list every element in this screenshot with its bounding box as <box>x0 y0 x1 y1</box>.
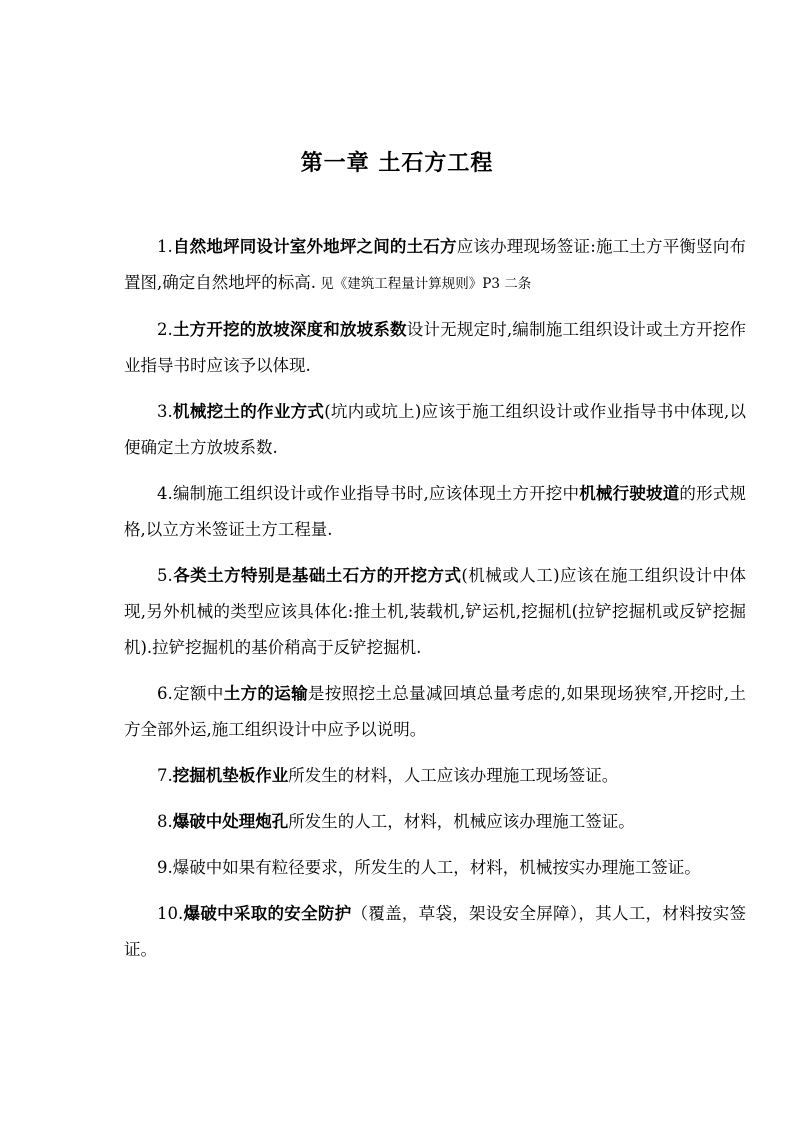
paragraph-9 <box>124 850 746 886</box>
paragraph-7 <box>124 758 746 794</box>
key-term: 自然地坪同设计室外地坪之间的土石方 <box>172 237 457 256</box>
chapter-title: 第一章 土石方工程 <box>300 150 494 176</box>
paragraph-text: 的形式规格,以立方米签证土方工程量. <box>124 484 747 539</box>
paragraph-text: 所发生的人工，材料，机械应该办理施工签证。 <box>288 812 635 831</box>
reference-note: 见《建筑工程量计算规则》P3 二条 <box>316 276 532 292</box>
paragraph-text: 爆破中如果有粒径要求，所发生的人工，材料，机械按实办理施工签证。 <box>172 858 701 877</box>
item-number: 4. <box>157 484 173 503</box>
key-term: 各类土方特别是基础土石方的开挖方式 <box>172 566 462 585</box>
paragraph-text: 是按照挖土总量减回填总量考虑的,如果现场狭窄,开挖时,土方全部外运,施工组织设计中应予以说明。 <box>124 684 747 739</box>
paragraph-text: 所发生的材料，人工应该办理施工现场签证。 <box>288 766 619 785</box>
paragraph-3 <box>124 394 746 466</box>
item-number: 8. <box>157 812 173 831</box>
item-number: 7. <box>157 766 173 785</box>
paragraph-text-lead: 编制施工组织设计或作业指导书时,应该体现土方开挖中 <box>172 484 580 503</box>
paragraph-1 <box>124 229 746 302</box>
item-number: 5. <box>157 566 173 585</box>
key-term: 挖掘机垫板作业 <box>172 766 289 785</box>
paragraph-text: 设计无规定时,编制施工组织设计或土方开挖作业指导书时应该予以体现. <box>124 320 746 375</box>
item-number: 1. <box>157 237 173 256</box>
key-term: 爆破中处理炮孔 <box>172 812 289 831</box>
paragraph-text: （覆盖，草袋，架设安全屏障），其人工，材料按实签证。 <box>124 904 747 959</box>
paragraph-5 <box>124 558 746 666</box>
item-number: 2. <box>157 320 173 339</box>
key-term: 机械行驶坡道 <box>579 484 680 503</box>
paragraph-6 <box>124 676 746 748</box>
paragraph-2 <box>124 312 746 384</box>
paragraph-text: (机械或人工)应该在施工组织设计中体现,另外机械的类型应该具体化:推土机,装载机,铲运机,挖掘机(拉铲挖掘机或反铲挖掘机).拉铲挖掘机的基价稍高于反铲挖掘机. <box>124 566 747 657</box>
key-term: 土方开挖的放坡深度和放坡系数 <box>172 320 407 339</box>
key-term: 土方的运输 <box>223 684 309 703</box>
item-number: 3. <box>157 402 173 421</box>
key-term: 机械挖土的作业方式 <box>172 402 325 421</box>
paragraph-4 <box>124 476 746 548</box>
key-term: 爆破中采取的安全防护 <box>183 904 352 923</box>
paragraph-text-lead: 定额中 <box>172 684 224 703</box>
item-number: 10. <box>157 904 184 923</box>
document-body <box>124 229 746 978</box>
paragraph-text: 应该办理现场签证:施工土方平衡竖向布置图,确定自然地坪的标高. <box>124 237 747 292</box>
paragraph-text: (坑内或坑上)应该于施工组织设计或作业指导书中体现,以便确定土方放坡系数. <box>124 402 746 457</box>
paragraph-10 <box>124 896 746 968</box>
item-number: 6. <box>157 684 173 703</box>
paragraph-8 <box>124 804 746 840</box>
item-number: 9. <box>157 858 173 877</box>
